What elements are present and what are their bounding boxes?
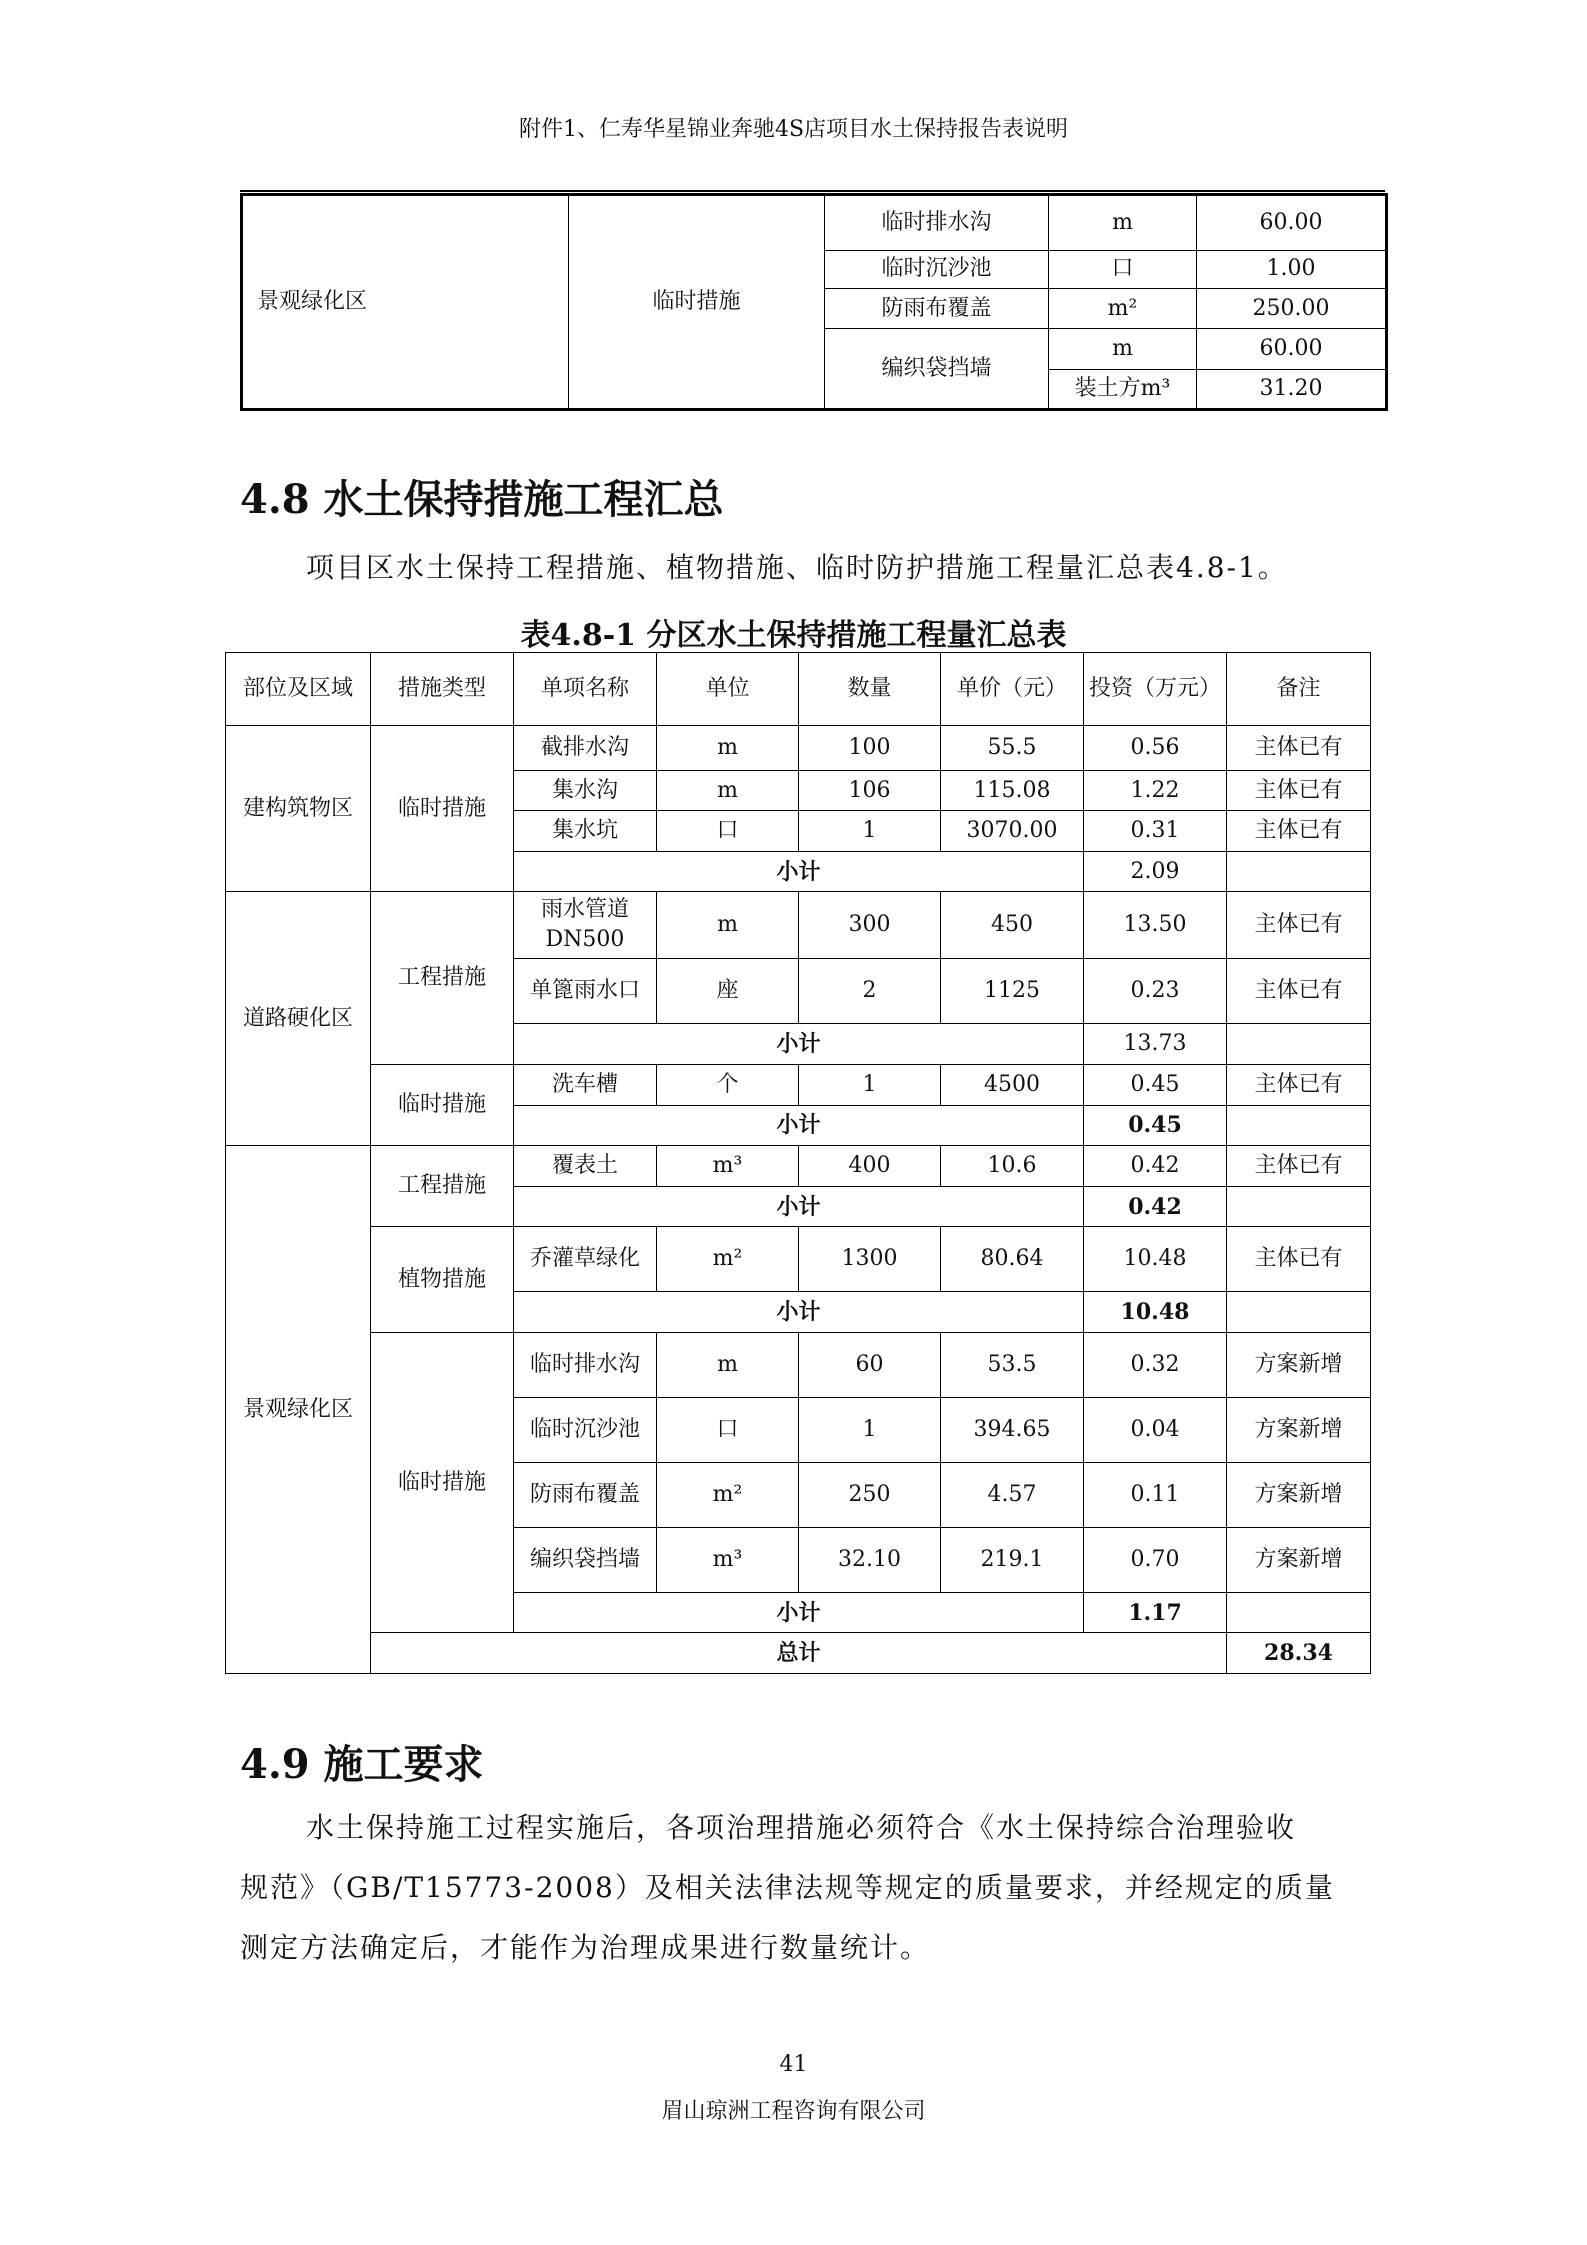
- item-price: 10.6: [941, 1146, 1084, 1187]
- measure-type-cell: 工程措施: [371, 1146, 514, 1227]
- col-header: 单位: [657, 653, 799, 726]
- item-note: 主体已有: [1227, 1227, 1371, 1292]
- item-qty: 1: [799, 1397, 941, 1462]
- col-header: 单价（元）: [941, 653, 1084, 726]
- subtotal-note: [1227, 851, 1371, 892]
- cont-item-value: 60.00: [1197, 329, 1387, 369]
- item-qty: 300: [799, 892, 941, 959]
- item-name: 截排水沟: [514, 726, 657, 771]
- subtotal-label: 小计: [514, 1024, 1084, 1065]
- section-4-9-heading: 4.9 施工要求: [240, 1741, 484, 1788]
- item-unit: 个: [657, 1065, 799, 1106]
- cont-type-cell: 临时措施: [569, 195, 825, 410]
- item-price: 450: [941, 892, 1084, 959]
- subtotal-label: 小计: [514, 1592, 1084, 1633]
- item-unit: 口: [657, 1397, 799, 1462]
- cont-item-name: 临时排水沟: [825, 195, 1049, 251]
- page-header-title: 附件1、仁寿华星锦业奔驰4S店项目水土保持报告表说明: [518, 117, 1069, 142]
- subtotal-note: [1227, 1105, 1371, 1146]
- item-name: 防雨布覆盖: [514, 1462, 657, 1527]
- item-note: 主体已有: [1227, 770, 1371, 811]
- item-invest: 0.23: [1084, 959, 1227, 1024]
- item-note: 主体已有: [1227, 1065, 1371, 1106]
- cont-area-cell: 景观绿化区: [242, 195, 569, 410]
- zone-cell: 道路硬化区: [226, 892, 371, 1146]
- item-unit: m²: [657, 1227, 799, 1292]
- item-note: 主体已有: [1227, 959, 1371, 1024]
- item-qty: 60: [799, 1332, 941, 1397]
- table-header-row: [226, 653, 1371, 726]
- item-price: 394.65: [941, 1397, 1084, 1462]
- item-unit: m: [657, 892, 799, 959]
- cont-item-unit: 装土方m³: [1049, 369, 1197, 409]
- col-header: 备注: [1227, 653, 1371, 726]
- cont-item-value: 1.00: [1197, 250, 1387, 288]
- item-qty: 32.10: [799, 1527, 941, 1592]
- section-4-9-line-2: 规范》（GB/T15773-2008）及相关法律法规等规定的质量要求，并经规定的质量: [240, 1871, 1335, 1904]
- table-row: [226, 726, 1371, 771]
- col-header: 投资（万元）: [1084, 653, 1227, 726]
- item-price: 55.5: [941, 726, 1084, 771]
- cont-item-name: 编织袋挡墙: [825, 329, 1049, 410]
- item-qty: 250: [799, 1462, 941, 1527]
- summary-table: [225, 652, 1371, 1674]
- col-header: 部位及区域: [226, 653, 371, 726]
- section-4-9-line-3: 测定方法确定后，才能作为治理成果进行数量统计。: [240, 1931, 931, 1964]
- continuation-table: [240, 193, 1388, 411]
- footer-company: 眉山琼洲工程咨询有限公司: [661, 2099, 926, 2124]
- subtotal-label: 小计: [514, 1105, 1084, 1146]
- subtotal-value: 10.48: [1084, 1292, 1227, 1333]
- item-invest: 0.04: [1084, 1397, 1227, 1462]
- subtotal-value: 1.17: [1084, 1592, 1227, 1633]
- item-price: 80.64: [941, 1227, 1084, 1292]
- item-note: 主体已有: [1227, 726, 1371, 771]
- section-4-9-line-1: 水土保持施工过程实施后，各项治理措施必须符合《水土保持综合治理验收: [306, 1811, 1297, 1844]
- subtotal-value: 13.73: [1084, 1024, 1227, 1065]
- cont-item-unit: m: [1049, 329, 1197, 369]
- cont-item-name: 防雨布覆盖: [825, 288, 1049, 328]
- item-invest: 0.70: [1084, 1527, 1227, 1592]
- subtotal-value: 2.09: [1084, 851, 1227, 892]
- cont-item-value: 31.20: [1197, 369, 1387, 409]
- item-name: 集水坑: [514, 811, 657, 852]
- item-name: 雨水管道DN500: [514, 892, 657, 959]
- subtotal-label: 小计: [514, 851, 1084, 892]
- item-unit: 口: [657, 811, 799, 852]
- col-header: 单项名称: [514, 653, 657, 726]
- item-note: 方案新增: [1227, 1527, 1371, 1592]
- cont-item-unit: m²: [1049, 288, 1197, 328]
- item-note: 主体已有: [1227, 1146, 1371, 1187]
- total-label: 总计: [371, 1633, 1227, 1674]
- subtotal-note: [1227, 1292, 1371, 1333]
- item-name: 集水沟: [514, 770, 657, 811]
- item-price: 53.5: [941, 1332, 1084, 1397]
- item-unit: m³: [657, 1146, 799, 1187]
- item-name: 乔灌草绿化: [514, 1227, 657, 1292]
- item-price: 219.1: [941, 1527, 1084, 1592]
- item-invest: 0.45: [1084, 1065, 1227, 1106]
- measure-type-cell: 临时措施: [371, 1332, 514, 1632]
- cont-item-value: 250.00: [1197, 288, 1387, 328]
- measure-type-cell: 临时措施: [371, 726, 514, 892]
- item-note: 方案新增: [1227, 1332, 1371, 1397]
- item-unit: m: [657, 726, 799, 771]
- col-header: 措施类型: [371, 653, 514, 726]
- table-row: [226, 1146, 1371, 1187]
- item-qty: 100: [799, 726, 941, 771]
- cont-item-name: 临时沉沙池: [825, 250, 1049, 288]
- table-row: [226, 1332, 1371, 1397]
- section-4-8-paragraph: 项目区水土保持工程措施、植物措施、临时防护措施工程量汇总表4.8-1。: [306, 551, 1288, 584]
- item-price: 115.08: [941, 770, 1084, 811]
- subtotal-note: [1227, 1186, 1371, 1227]
- item-note: 主体已有: [1227, 811, 1371, 852]
- item-name: 临时排水沟: [514, 1332, 657, 1397]
- zone-cell: 建构筑物区: [226, 726, 371, 892]
- table-row: [226, 892, 1371, 959]
- item-price: 4.57: [941, 1462, 1084, 1527]
- table-caption: 表4.8-1 分区水土保持措施工程量汇总表: [520, 618, 1067, 653]
- item-note: 主体已有: [1227, 892, 1371, 959]
- item-invest: 0.56: [1084, 726, 1227, 771]
- item-name: 洗车槽: [514, 1065, 657, 1106]
- item-qty: 106: [799, 770, 941, 811]
- item-qty: 2: [799, 959, 941, 1024]
- page-number: 41: [779, 2052, 808, 2077]
- measure-type-cell: 植物措施: [371, 1227, 514, 1333]
- item-price: 1125: [941, 959, 1084, 1024]
- item-unit: m: [657, 1332, 799, 1397]
- table-row: [226, 1065, 1371, 1106]
- item-name: 编织袋挡墙: [514, 1527, 657, 1592]
- item-unit: m²: [657, 1462, 799, 1527]
- cont-item-value: 60.00: [1197, 195, 1387, 251]
- item-invest: 10.48: [1084, 1227, 1227, 1292]
- item-invest: 0.31: [1084, 811, 1227, 852]
- item-unit: 座: [657, 959, 799, 1024]
- item-qty: 400: [799, 1146, 941, 1187]
- item-invest: 0.42: [1084, 1146, 1227, 1187]
- zone-cell: 景观绿化区: [226, 1146, 371, 1674]
- subtotal-value: 0.45: [1084, 1105, 1227, 1146]
- cont-item-unit: m: [1049, 195, 1197, 251]
- total-value: 28.34: [1227, 1633, 1371, 1674]
- subtotal-note: [1227, 1024, 1371, 1065]
- measure-type-cell: 工程措施: [371, 892, 514, 1065]
- item-price: 3070.00: [941, 811, 1084, 852]
- item-qty: 1300: [799, 1227, 941, 1292]
- measure-type-cell: 临时措施: [371, 1065, 514, 1146]
- item-unit: m: [657, 770, 799, 811]
- item-name: 单篦雨水口: [514, 959, 657, 1024]
- table-row: [226, 1227, 1371, 1292]
- item-invest: 0.32: [1084, 1332, 1227, 1397]
- cont-item-unit: 口: [1049, 250, 1197, 288]
- item-invest: 13.50: [1084, 892, 1227, 959]
- subtotal-value: 0.42: [1084, 1186, 1227, 1227]
- item-name: 临时沉沙池: [514, 1397, 657, 1462]
- item-name: 覆表土: [514, 1146, 657, 1187]
- item-unit: m³: [657, 1527, 799, 1592]
- item-invest: 0.11: [1084, 1462, 1227, 1527]
- item-note: 方案新增: [1227, 1462, 1371, 1527]
- item-price: 4500: [941, 1065, 1084, 1106]
- item-qty: 1: [799, 1065, 941, 1106]
- subtotal-label: 小计: [514, 1292, 1084, 1333]
- total-row: [226, 1633, 1371, 1674]
- item-invest: 1.22: [1084, 770, 1227, 811]
- subtotal-label: 小计: [514, 1186, 1084, 1227]
- subtotal-note: [1227, 1592, 1371, 1633]
- item-qty: 1: [799, 811, 941, 852]
- col-header: 数量: [799, 653, 941, 726]
- item-note: 方案新增: [1227, 1397, 1371, 1462]
- header-divider: [240, 190, 1385, 192]
- section-4-8-heading: 4.8 水土保持措施工程汇总: [240, 476, 724, 523]
